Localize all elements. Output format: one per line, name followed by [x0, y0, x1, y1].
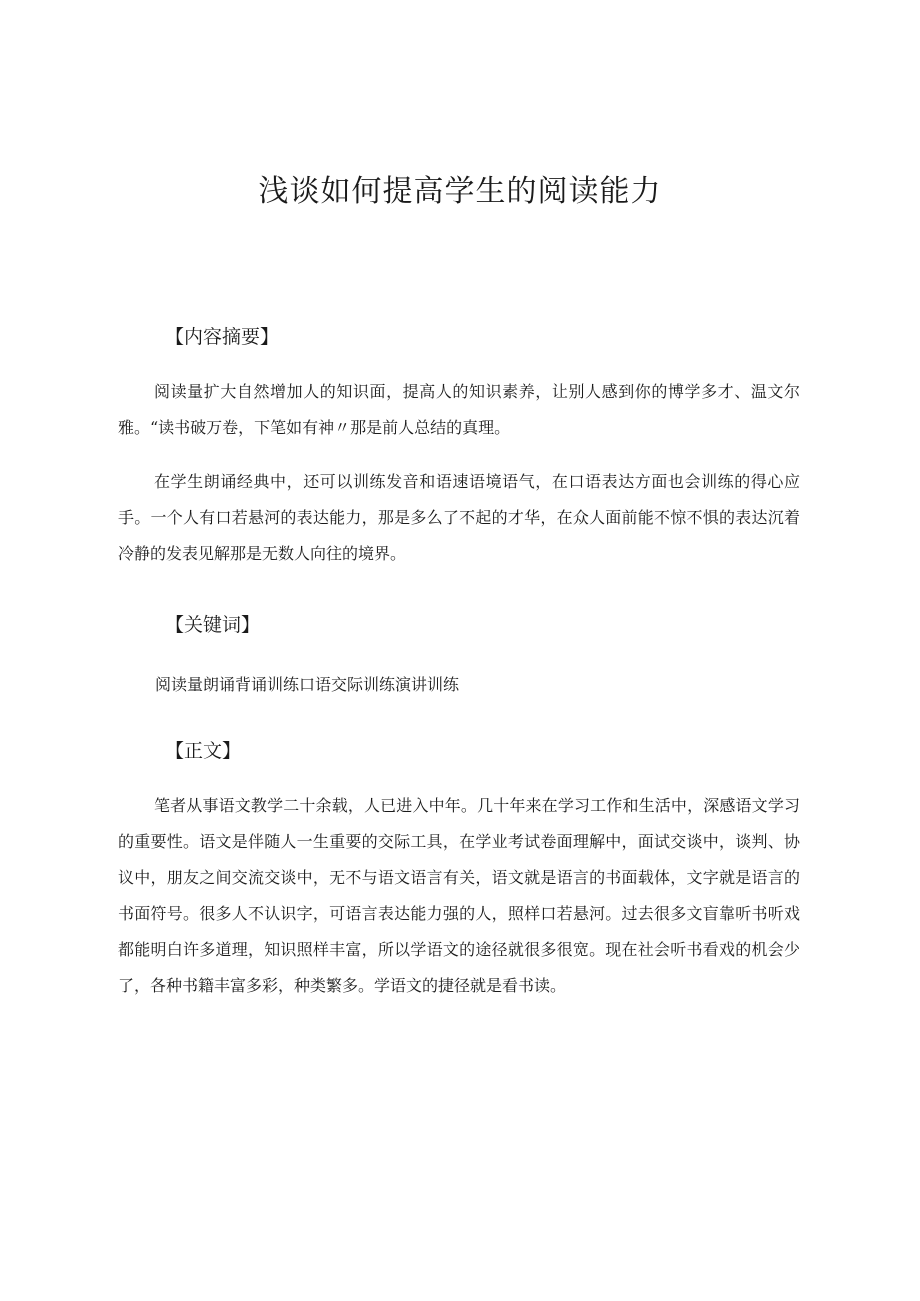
- body-heading: 【正文】: [165, 740, 242, 762]
- abstract-heading: 【内容摘要】: [165, 326, 280, 348]
- document-title: 浅谈如何提高学生的阅读能力: [258, 174, 662, 209]
- abstract-paragraph: 在学生朗诵经典中，还可以训练发音和语速语境语气，在口语表达方面也会训练的得心应手。一个人有口若悬河的表达能力，那是多么了不起的才华，在众人面前能不惊不惧的表达沉着冷静的发表见解那是无数人向往的境界。: [118, 472, 800, 563]
- keywords-text: 阅读量朗诵背诵训练口语交际训练演讲训练: [155, 675, 460, 694]
- keywords-heading: 【关键词】: [165, 614, 261, 636]
- abstract-paragraph: 阅读量扩大自然增加人的知识面，提高人的知识素养，让别人感到你的博学多才、温文尔雅。“读书破万卷，下笔如有神〃那是前人总结的真理。: [118, 382, 800, 437]
- body-paragraph: 笔者从事语文教学二十余载，人已进入中年。几十年来在学习工作和生活中，深感语文学习的重要性。语文是伴随人一生重要的交际工具，在学业考试卷面理解中，面试交谈中，谈判、协议中，朋友之间交流交谈中，无不与语文语言有关，语文就是语言的书面载体，文字就是语言的书面符号。很多人不认识字，可语言表达能力强的人，照样口若悬河。过去很多文盲靠听书听戏都能明白许多道理，知识照样丰富，所以学语文的途径就很多很宽。现在社会听书看戏的机会少了，各种书籍丰富多彩，种类繁多。学语文的捷径就是看书读。: [118, 796, 800, 995]
